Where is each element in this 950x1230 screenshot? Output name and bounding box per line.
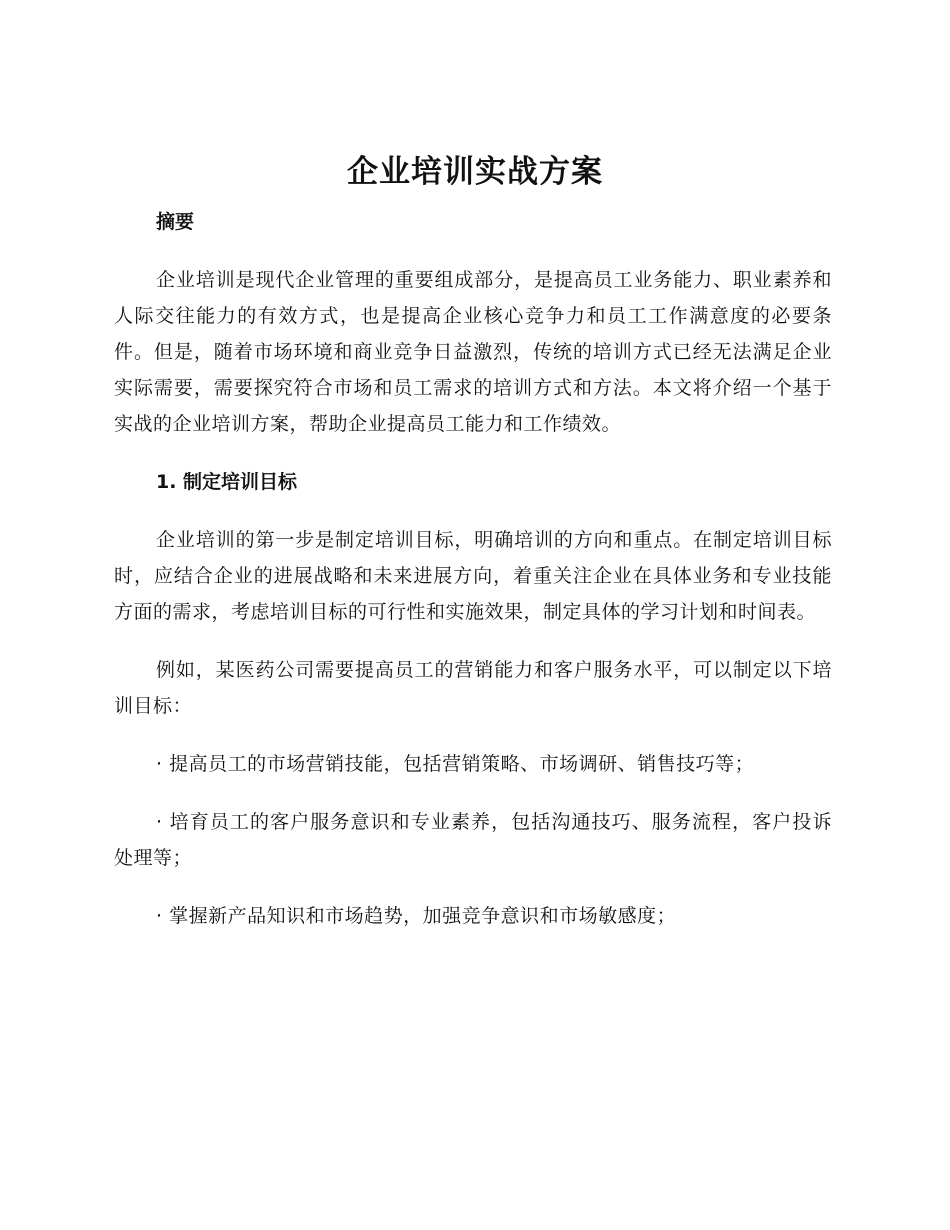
abstract-heading: 摘要 xyxy=(156,211,195,233)
document-title: 企业培训实战方案 xyxy=(347,154,603,190)
bullet-item-1: · 提高员工的市场营销技能，包括营销策略、市场调研、销售技巧等； xyxy=(156,753,755,775)
section-1-paragraph-1: 企业培训的第一步是制定培训目标，明确培训的方向和重点。在制定培训目标时，应结合企业的进展战略和未来进展方向，着重关注企业在具体业务和专业技能方面的需求，考虑培训目标的可行性和实施效果，制定具体的学习计划和时间表。 xyxy=(114,529,832,623)
abstract-paragraph: 企业培训是现代企业管理的重要组成部分，是提高员工业务能力、职业素养和人际交往能力的有效方式，也是提高企业核心竞争力和员工工作满意度的必要条件。但是，随着市场环境和商业竞争日益激烈，传统的培训方式已经无法满足企业实际需要，需要探究符合市场和员工需求的培训方式和方法。本文将介绍一个基于实战的企业培训方案，帮助企业提高员工能力和工作绩效。 xyxy=(114,269,832,435)
bullet-item-3: · 掌握新产品知识和市场趋势，加强竞争意识和市场敏感度； xyxy=(156,905,677,927)
section-1-paragraph-2: 例如，某医药公司需要提高员工的营销能力和客户服务水平，可以制定以下培训目标： xyxy=(114,659,832,717)
document-body xyxy=(114,204,832,934)
bullet-item-2: · 培育员工的客户服务意识和专业素养，包括沟通技巧、服务流程，客户投诉处理等； xyxy=(114,811,832,869)
section-heading-1: 1. 制定培训目标 xyxy=(156,471,298,493)
